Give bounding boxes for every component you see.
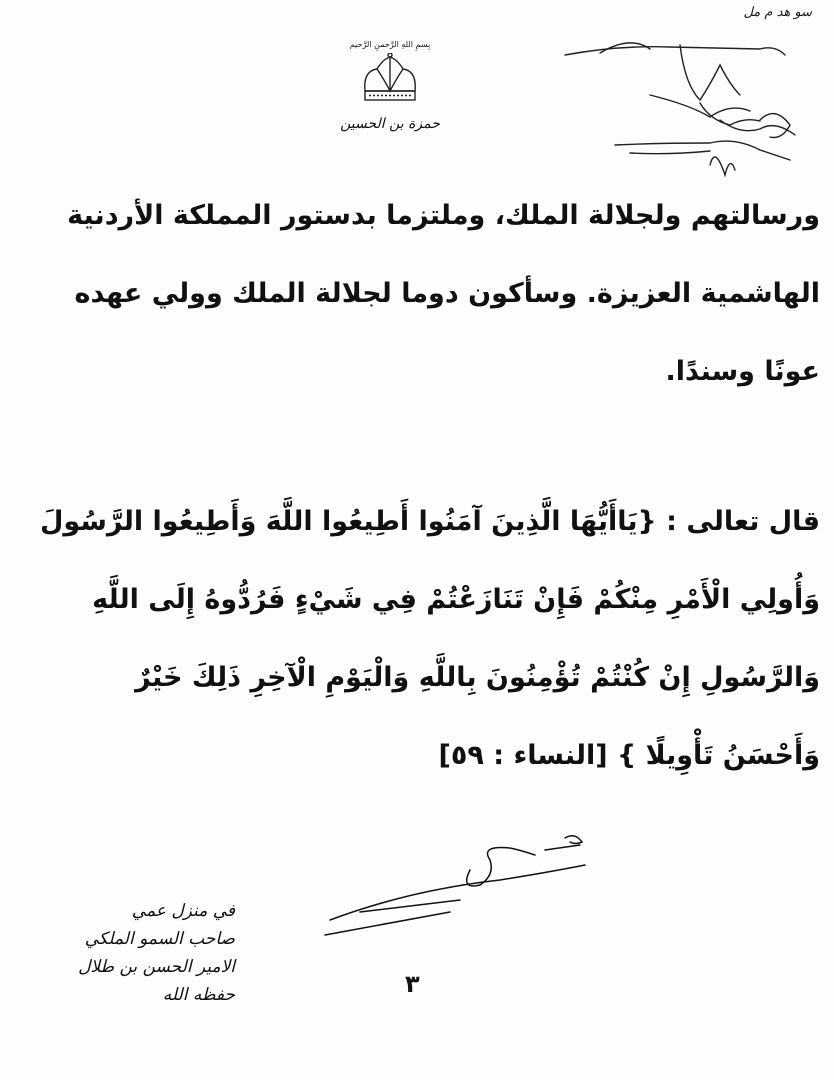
basmala-text: بِسمِ اللهِ الرَّحمنِ الرَّحيم	[349, 40, 431, 49]
handwritten-address	[65, 897, 235, 1009]
paragraph-pledge	[48, 177, 820, 411]
letterhead-name: حمزة بن الحسين	[340, 116, 440, 132]
page-number: ٣	[405, 970, 420, 998]
address-line: في منزل عمي	[131, 901, 235, 921]
text-line: وَأَحْسَنُ تَأْوِيلًا } [النساء : ٥٩]	[438, 740, 820, 771]
text-line: وَالرَّسُولِ إِنْ كُنْتُمْ تُؤْمِنُونَ بِاللَّهِ وَالْيَوْمِ الْآخِرِ ذَلِكَ خَيْرٌ	[135, 662, 820, 693]
address-line: حفظه الله	[162, 985, 235, 1005]
paragraph-verse	[40, 483, 820, 795]
text-line: وَأُولِي الْأَمْرِ مِنْكُمْ فَإِنْ تَنَازَعْتُمْ فِي شَيْءٍ فَرُدُّوهُ إِلَى اللَّهِ	[92, 584, 820, 615]
signature	[320, 830, 620, 940]
address-line: الامير الحسن بن طلال	[78, 957, 235, 977]
initials-scribbles	[560, 25, 820, 195]
text-line: ورسالتهم ولجلالة الملك، وملتزما بدستور المملكة الأردنية	[67, 200, 820, 231]
handwritten-note: سو هد م مل	[743, 5, 812, 20]
text-line: الهاشمية العزيزة. وسأكون دوما لجلالة الملك وولي عهده	[74, 278, 820, 309]
address-line: صاحب السمو الملكي	[84, 929, 235, 949]
text-line: قال تعالى : {يَاأَيُّهَا الَّذِينَ آمَنُوا أَطِيعُوا اللَّهَ وَأَطِيعُوا الرَّسُولَ	[40, 506, 820, 537]
text-line: عونًا وسندًا.	[665, 356, 820, 387]
letterhead-emblem	[335, 40, 445, 165]
crown-icon	[355, 53, 425, 108]
